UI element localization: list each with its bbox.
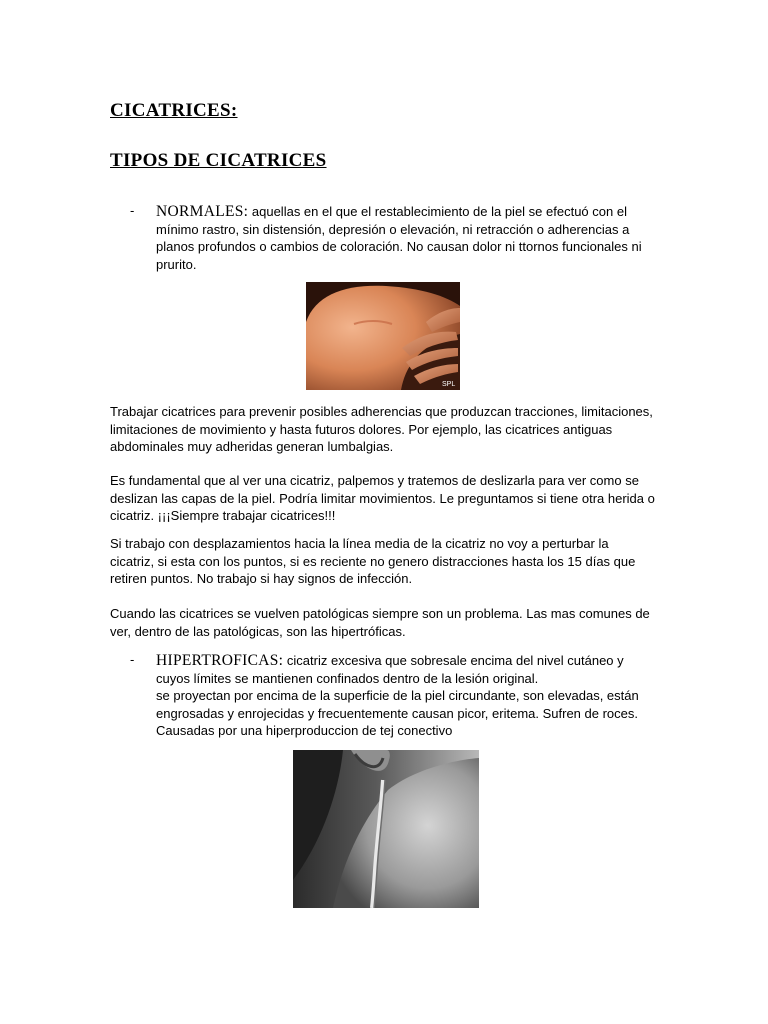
paragraph-3: Si trabajo con desplazamientos hacia la línea media de la cicatriz no voy a perturbar la cicatriz, si esta con los puntos, si es reciente no genero distracciones hasta los 15 días que retiren puntos. No trabajo si hay signos de infección. xyxy=(110,536,636,586)
hipertroficas-line-2: se proyectan por encima de la superficie de la piel circundante, son elevadas, están engrosadas y enrojecidas y frecuentemente causan picor, eritema. Sufren de roces. xyxy=(156,688,639,721)
normales-description xyxy=(156,203,646,273)
hipertroficas-line-1: cicatriz excesiva que sobresale encima del nivel cutáneo y cuyos límites se mantienen confinados dentro de la lesión original. xyxy=(156,653,624,686)
hipertroficas-term: HIPERTROFICAS: xyxy=(156,652,284,669)
photo-caption: SPL xyxy=(442,381,456,388)
neck-scar-illustration xyxy=(293,750,479,908)
paragraph-1: Trabajar cicatrices para prevenir posibles adherencias que produzcan tracciones, limitaciones, limitaciones de movimiento y hasta futuros dolores. Por ejemplo, las cicatrices antiguas abdominales muy adheridas generan lumbalgias. xyxy=(110,404,653,454)
paragraph-4: Cuando las cicatrices se vuelven patológicas siempre son un problema. Las mas comunes de ver, dentro de las patológicas, son las hipertróficas. xyxy=(110,606,650,639)
bullet-marker: - xyxy=(130,203,135,218)
arm-scar-photo xyxy=(306,282,460,390)
hipertroficas-description xyxy=(156,652,646,740)
page-title: CICATRICES: xyxy=(110,100,238,121)
neck-scar-photo xyxy=(293,750,479,908)
bullet-marker: - xyxy=(130,652,135,667)
paragraph-2: Es fundamental que al ver una cicatriz, palpemos y tratemos de deslizarla para ver como se deslizan las capas de la piel. Podría limitar movimientos. Le preguntamos si tiene otra herida o cicatriz. ¡¡¡Siempre trabajar cicatrices!!! xyxy=(110,473,655,523)
arm-scar-illustration xyxy=(306,282,460,390)
normales-text: aquellas en el que el restablecimiento de la piel se efectuó con el mínimo rastro, sin distensión, depresión o elevación, ni retracción o adherencias a planos profundos o cambios de coloración. No causan dolor ni ttornos funcionales ni prurito. xyxy=(156,204,642,272)
normales-term: NORMALES: xyxy=(156,203,249,220)
hipertroficas-line-3: Causadas por una hiperproduccion de tej conectivo xyxy=(156,723,453,738)
section-title: TIPOS DE CICATRICES xyxy=(110,150,327,171)
